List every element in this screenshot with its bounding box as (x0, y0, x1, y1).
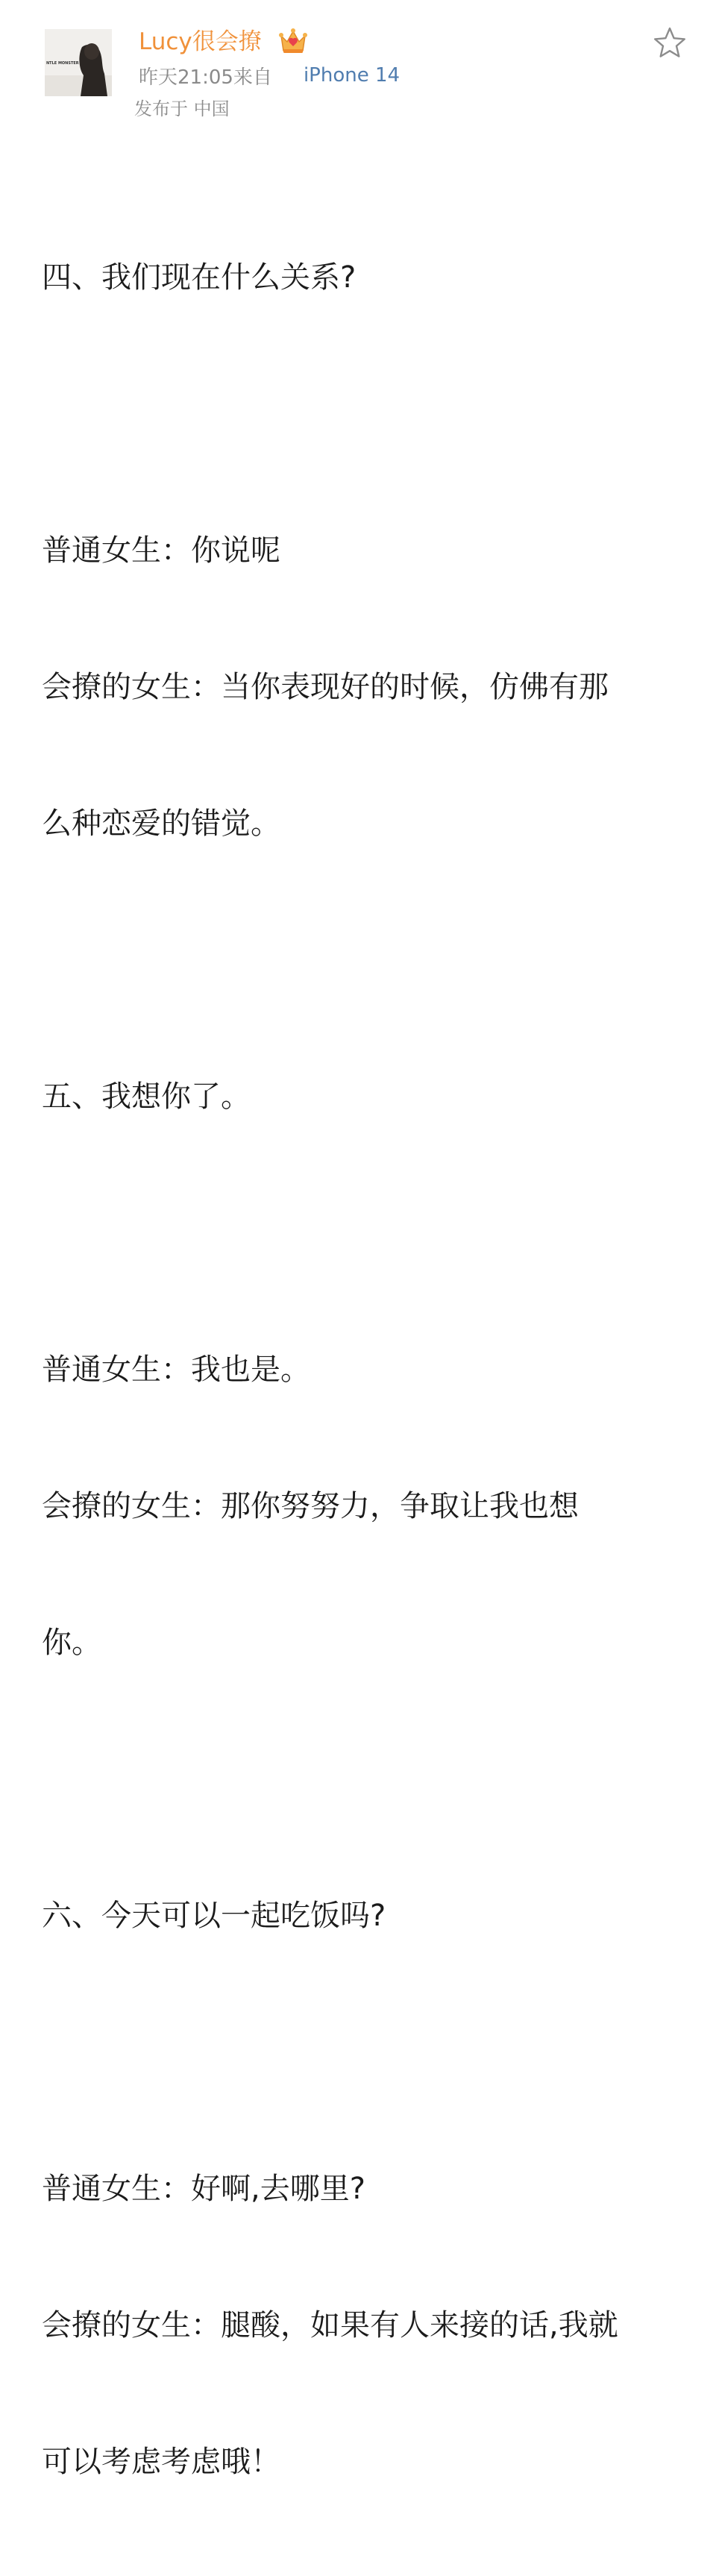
text-line: 四、我们现在什么关系? (42, 260, 357, 295)
post-device[interactable]: iPhone 14 (303, 64, 401, 87)
text-line: 普通女生：好啊,去哪里? (42, 2172, 365, 2206)
post-timestamp: 昨天21:05来自 (139, 66, 272, 89)
text-line: 会撩的女生：腿酸，如果有人来接的话,我就 (42, 2308, 618, 2342)
username[interactable]: Lucy很会撩 (139, 28, 262, 55)
paragraph-answers-6 (42, 2075, 676, 2576)
post-location: 发布于 中国 (134, 98, 230, 119)
text-line: 会撩的女生：那你努努力，争取让我也想 (42, 1489, 579, 1523)
paragraph-question-4 (42, 164, 676, 392)
text-line: 可以考虑考虑哦！ (42, 2445, 280, 2479)
text-line: 普通女生：你说呢 (42, 533, 280, 568)
paragraph-question-6 (42, 1802, 676, 2030)
avatar[interactable] (45, 29, 112, 96)
post-body (42, 164, 676, 2576)
text-line: 你。 (42, 1626, 101, 1660)
text-line: 普通女生：我也是。 (42, 1353, 310, 1387)
post-meta (139, 61, 400, 90)
username-row (139, 25, 308, 58)
crown-icon (278, 27, 308, 57)
star-outline-icon[interactable] (652, 25, 688, 61)
text-line: 么种恋爱的错觉。 (42, 806, 280, 841)
paragraph-answers-5 (42, 1256, 676, 1757)
post-header (0, 0, 716, 134)
text-line: 六、今天可以一起吃饭吗? (42, 1899, 386, 1933)
text-line: 会撩的女生：当你表现好的时候，仿佛有那 (42, 670, 609, 704)
avatar-brand-text: NTLE MONSTER (46, 61, 79, 66)
text-line: 五、我想你了。 (42, 1079, 251, 1114)
paragraph-answers-4 (42, 437, 676, 938)
paragraph-question-5 (42, 983, 676, 1211)
